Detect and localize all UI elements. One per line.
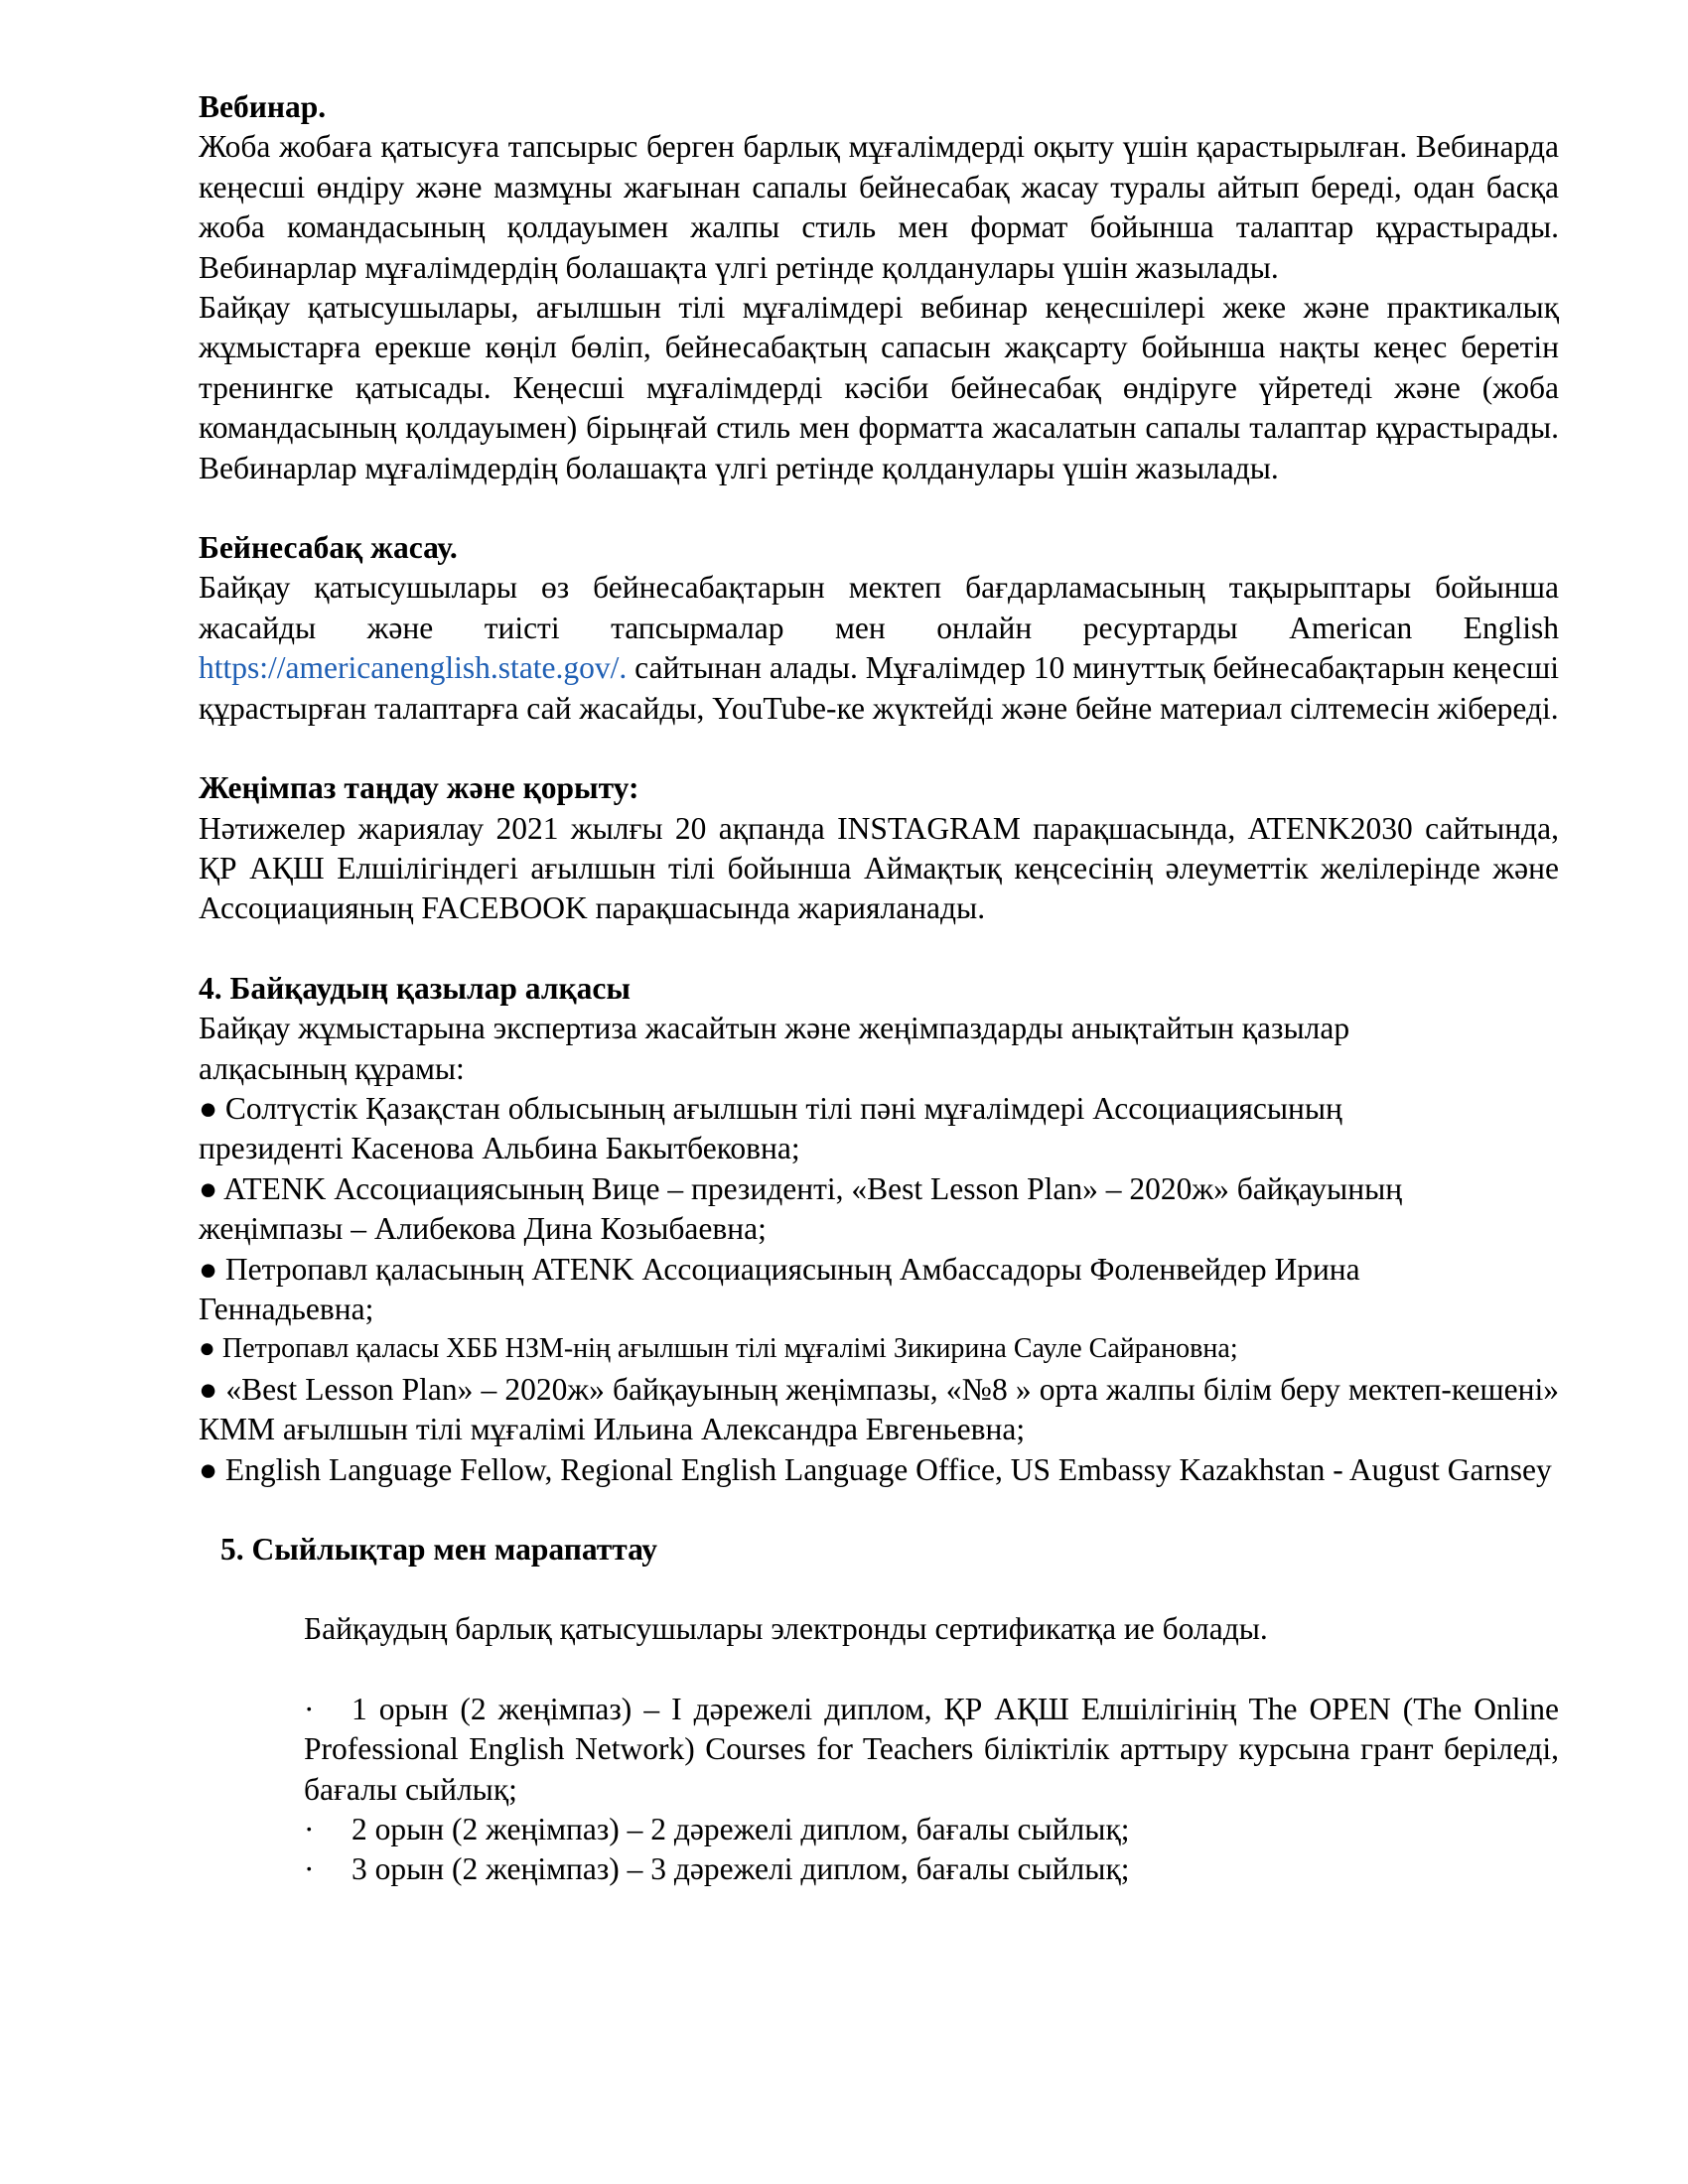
winner-paragraph: Нәтижелер жариялау 2021 жылғы 20 ақпанда INSTAGRAM парақшасында, ATENK2030 сайтында, ҚР АҚШ Елшілігіндегі ағылшын тілі бойынша Аймақтық кеңсесінің әлеуметтік желілерінде және Ассоциацияның FACEBOOK парақшасында жарияланады.: [199, 810, 1559, 926]
jury-member-4: ● Петропавл қаласы ХББ НЗМ-нің ағылшын тілі мұғалімі Зикирина Сауле Сайрановна;: [199, 1333, 1238, 1365]
jury-member-1-line-2: президенті Касенова Альбина Бакытбековна;: [199, 1131, 800, 1166]
jury-intro-line-2: алқасының құрамы:: [199, 1050, 465, 1086]
jury-member-3-line-2: Геннадьевна;: [199, 1291, 374, 1326]
award-item-3-text: 3 орын (2 жеңімпаз) – 3 дәрежелі диплом, бағалы сыйлық;: [352, 1851, 1130, 1887]
webinar-paragraph-1: Жоба жобаға қатысуға тапсырыс берген барлық мұғалімдерді оқыту үшін қарастырылған. Вебинарда кеңесші өндіру және мазмұны жағынан сапалы бейнесабақ жасау туралы айтып береді, одан басқа жоба командасының қолдауымен жалпы стиль мен формат бойынша талаптар құрастырады. Вебинарлар мұғалімдердің болашақта үлгі ретінде қолданулары үшін жазылады.: [199, 129, 1559, 285]
jury-member-5: ● «Best Lesson Plan» – 2020ж» байқауының жеңімпазы, «№8 » орта жалпы білім беру мектеп-кешені» КММ ағылшын тілі мұғалімі Ильина Александра Евгеньевна;: [199, 1371, 1559, 1447]
jury-member-6: ● English Language Fellow, Regional English Language Office, US Embassy Kazakhstan - August Garnsey: [199, 1451, 1552, 1487]
video-text-after: сайтынан алады. Мұғалімдер 10 минуттық бейнесабақтарын кеңесші құрастырған талаптарға сай жасайды, YouTube-ке жүктейді және бейне материал сілтемесін жібереді.: [199, 650, 1560, 726]
video-heading: Бейнесабақ жасау.: [199, 530, 458, 566]
jury-member-2-line-2: жеңімпазы – Алибекова Дина Козыбаевна;: [199, 1211, 767, 1247]
awards-block: [304, 1609, 1559, 1889]
american-english-link[interactable]: https://americanenglish.state.gov/.: [199, 650, 628, 686]
award-item-2: [304, 1810, 1559, 1849]
jury-member-2-line-1: ● ATENK Ассоциациясының Вице – президенті, «Best Lesson Plan» – 2020ж» байқауының: [199, 1170, 1403, 1206]
bullet-icon: ·: [304, 1691, 315, 1726]
awards-intro: Байқаудың барлық қатысушылары электронды сертификатқа ие болады.: [304, 1611, 1268, 1647]
bullet-icon: ·: [304, 1851, 315, 1887]
document-content: [199, 87, 1559, 1890]
video-text-before: Байқау қатысушылары өз бейнесабақтарын мектеп бағдарламасының тақырыптары бойынша жасайды және тиісті тапсырмалар мен онлайн ресуртарды American English: [199, 570, 1559, 645]
winner-heading: Жеңімпаз таңдау және қорыту:: [199, 770, 639, 806]
jury-member-3-line-1: ● Петропавл қаласының ATENK Ассоциациясының Амбассадоры Фоленвейдер Ирина: [199, 1251, 1360, 1287]
jury-heading: 4. Байқаудың қазылар алқасы: [199, 970, 631, 1006]
webinar-heading: Вебинар.: [199, 89, 327, 124]
jury-intro-line-1: Байқау жұмыстарына экспертиза жасайтын және жеңімпаздарды анықтайтын қазылар: [199, 1011, 1350, 1046]
award-item-3: [304, 1849, 1559, 1889]
webinar-paragraph-2: Байқау қатысушылары, ағылшын тілі мұғалімдері вебинар кеңесшілері жеке және практикалық жұмыстарға ерекше көңіл бөліп, бейнесабақтың сапасын жақсарту бойынша нақты кеңес беретін тренингке қатысады. Кеңесші мұғалімдерді кәсіби бейнесабақ өндіруге үйретеді және (жоба командасының қолдауымен) бірыңғай стиль мен форматта жасалатын сапалы талаптар құрастырады. Вебинарлар мұғалімдердің болашақта үлгі ретінде қолданулары үшін жазылады.: [199, 290, 1559, 485]
video-paragraph: [199, 568, 1559, 729]
award-item-1: [304, 1690, 1559, 1810]
jury-member-1-line-1: ● Солтүстік Қазақстан облысының ағылшын тілі пәні мұғалімдері Ассоциациясының: [199, 1090, 1342, 1126]
bullet-icon: ·: [304, 1812, 315, 1847]
awards-heading: 5. Сыйлықтар мен марапаттау: [220, 1532, 658, 1567]
award-item-1-text: 1 орын (2 жеңімпаз) – I дәрежелі диплом, ҚР АҚШ Елшілігінің The OPEN (The Online Professional English Network) Courses for Teachers біліктілік арттыру курсына грант беріледі, бағалы сыйлық;: [304, 1691, 1559, 1807]
award-item-2-text: 2 орын (2 жеңімпаз) – 2 дәрежелі диплом, бағалы сыйлық;: [352, 1812, 1130, 1847]
